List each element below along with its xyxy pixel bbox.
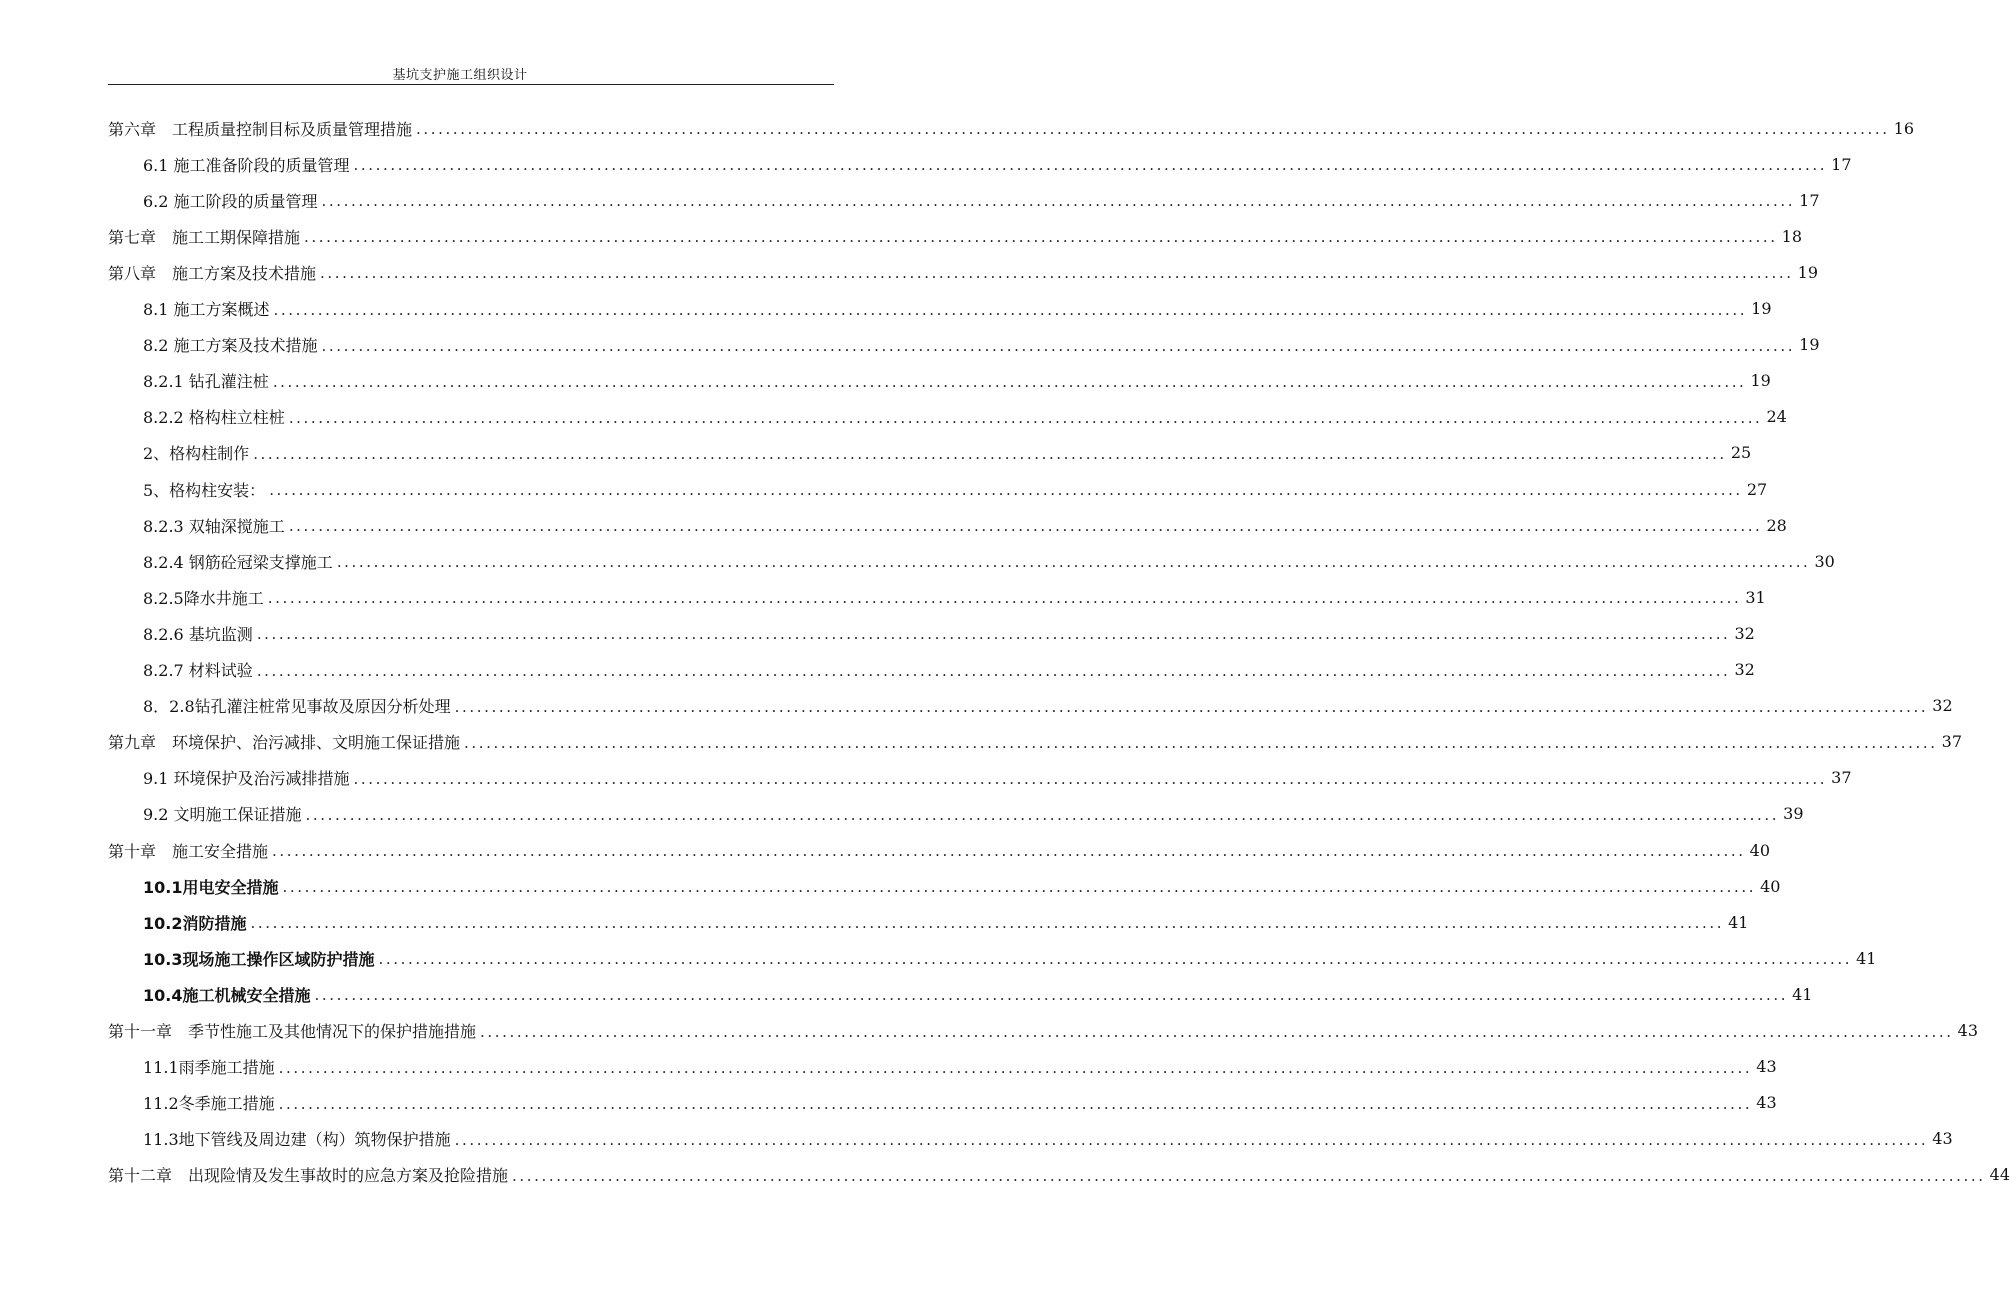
toc-entry-page-number: 24 [1766,407,1787,427]
toc-dot-leader: ........................................................................................................................................................................................................ [512,1166,1986,1185]
toc-entry-page-number: 44 [1989,1165,2010,1185]
toc-entry-page-number: 43 [1756,1093,1777,1113]
toc-entry-page-number: 32 [1932,696,1953,716]
toc-entry[interactable] [108,110,1914,146]
toc-entry[interactable] [143,291,1772,327]
toc-entry-page-number: 19 [1799,335,1820,355]
toc-entry-page-number: 41 [1728,912,1749,932]
toc-entry-label: 6.2 施工阶段的质量管理 [143,191,318,211]
toc-entry-page-number: 30 [1814,551,1835,571]
toc-entry[interactable] [108,218,1802,254]
toc-entry[interactable] [143,868,1781,904]
toc-entry-label: 8.2.2 格构柱立柱桩 [143,408,285,428]
toc-dot-leader: ........................................................................................................................................................................................................ [336,553,1811,572]
toc-entry[interactable] [143,1121,1953,1157]
toc-entry[interactable] [143,327,1820,363]
toc-entry-label: 8.2.6 基坑监测 [143,624,253,644]
toc-dot-leader: ........................................................................................................................................................................................................ [267,589,1742,608]
toc-entry-page-number: 19 [1797,262,1818,282]
toc-entry-label: 8.2.5降水井施工 [143,588,264,608]
toc-dot-leader: ........................................................................................................................................................................................................ [269,481,1743,499]
toc-dot-leader: ........................................................................................................................................................................................................ [454,697,1929,716]
toc-entry-page-number: 37 [1831,768,1852,788]
toc-entry-page-number: 40 [1760,876,1781,896]
toc-entry-label: 第十二章 出现险情及发生事故时的应急方案及抢险措施 [108,1166,509,1186]
toc-entry[interactable] [143,579,1766,615]
toc-entry-page-number: 43 [1957,1021,1978,1040]
toc-entry[interactable] [143,976,1813,1012]
toc-entry-label: 9.1 环境保护及治污减排措施 [143,769,350,789]
toc-entry-page-number: 41 [1856,948,1877,968]
running-header-title: 基坑支护施工组织设计 [392,68,528,83]
toc-entry[interactable] [108,1013,1978,1049]
toc-entry-page-number: 16 [1893,118,1914,138]
toc-entry-page-number: 31 [1745,587,1766,607]
toc-entry-label: 第六章 工程质量控制目标及质量管理措施 [108,119,413,139]
toc-entry-label: 9.2 文明施工保证措施 [143,805,302,825]
toc-entry-page-number: 17 [1831,154,1852,174]
toc-entry-label: 11.2冬季施工措施 [143,1094,275,1114]
toc-entry-page-number: 32 [1734,623,1755,643]
toc-entry-label: 10.2消防措施 [143,913,247,933]
toc-dot-leader: ........................................................................................................................................................................................................ [454,1130,1929,1149]
toc-entry-label: 第七章 施工工期保障措施 [108,227,301,247]
toc-entry[interactable] [143,363,1771,399]
toc-entry-page-number: 43 [1756,1057,1777,1077]
toc-entry-label: 5、格构柱安装： [143,480,266,500]
toc-dot-leader: ........................................................................................................................................................................................................ [464,733,1938,752]
toc-dot-leader: ........................................................................................................................................................................................................ [321,192,1796,211]
toc-entry-page-number: 25 [1730,443,1752,463]
toc-dot-leader: ........................................................................................................................................................................................................ [256,661,1731,680]
toc-entry-label: 第八章 施工方案及技术措施 [108,263,317,283]
toc-entry-page-number: 41 [1792,984,1813,1004]
toc-entry-label: 6.1 施工准备阶段的质量管理 [143,155,350,175]
toc-entry-label: 8.2.3 双轴深搅施工 [143,516,285,536]
toc-entry-label: 8.2.7 材料试验 [143,661,253,680]
toc-dot-leader: ........................................................................................................................................................................................................ [480,1022,1954,1041]
toc-entry-page-number: 40 [1749,840,1770,860]
toc-entry[interactable] [143,543,1835,579]
toc-dot-leader: ........................................................................................................................................................................................................ [250,914,1725,933]
toc-entry-label: 10.3现场施工操作区域防护措施 [143,949,375,969]
toc-dot-leader: ........................................................................................................................................................................................................ [320,264,1794,283]
toc-entry[interactable] [143,940,1877,976]
toc-entry-page-number: 17 [1799,190,1820,210]
toc-entry-page-number: 39 [1783,804,1804,824]
toc-entry[interactable] [143,904,1749,940]
toc-entry-label: 11.3地下管线及周边建（构）筑物保护措施 [143,1130,451,1150]
toc-entry[interactable] [143,182,1820,218]
toc-entry-label: 第九章 环境保护、治污减排、文明施工保证措施 [108,733,461,753]
toc-entry-page-number: 19 [1750,371,1771,391]
toc-entry-label: 8.2.1 钻孔灌注桩 [143,372,269,392]
toc-entry[interactable] [143,507,1787,543]
toc-entry[interactable] [143,615,1755,651]
toc-entry-label: 8.2 施工方案及技术措施 [143,336,318,356]
toc-entry[interactable] [108,724,1962,760]
toc-dot-leader: ........................................................................................................................................................................................................ [353,156,1828,175]
toc-entry-page-number: 43 [1932,1129,1953,1149]
toc-dot-leader: ........................................................................................................................................................................................................ [278,1094,1753,1113]
toc-entry-label: 8.2.4 钢筋砼冠梁支撑施工 [143,552,333,572]
toc-dot-leader: ........................................................................................................................................................................................................ [321,336,1796,355]
toc-entry-label: 8．2.8钻孔灌注桩常见事故及原因分析处理 [143,697,451,717]
toc-dot-leader: ........................................................................................................................................................................................................ [416,120,1890,138]
toc-dot-leader: ........................................................................................................................................................................................................ [378,950,1853,969]
toc-entry[interactable] [143,146,1852,182]
toc-dot-leader: ........................................................................................................................................................................................................ [304,228,1778,247]
toc-dot-leader: ........................................................................................................................................................................................................ [273,300,1748,319]
toc-dot-leader: ........................................................................................................................................................................................................ [282,878,1757,897]
toc-dot-leader: ........................................................................................................................................................................................................ [272,842,1746,860]
toc-entry-page-number: 18 [1781,226,1802,246]
toc-entry-label: 10.4施工机械安全措施 [143,985,311,1005]
toc-dot-leader: ........................................................................................................................................................................................................ [272,372,1747,391]
toc-dot-leader: ........................................................................................................................................................................................................ [288,517,1763,536]
toc-entry[interactable] [108,1157,2010,1193]
toc-dot-leader: ........................................................................................................................................................................................................ [253,444,1727,463]
toc-entry[interactable] [143,471,1768,507]
toc-entry-page-number: 27 [1746,479,1768,499]
toc-entry-page-number: 19 [1751,299,1772,318]
toc-dot-leader: ........................................................................................................................................................................................................ [353,769,1828,788]
toc-entry-label: 2、格构柱制作 [143,444,250,464]
toc-entry[interactable] [143,435,1752,471]
toc-dot-leader: ........................................................................................................................................................................................................ [288,408,1763,427]
toc-entry-page-number: 37 [1941,732,1962,752]
toc-entry[interactable] [108,832,1770,868]
toc-entry-label: 10.1用电安全措施 [143,877,279,897]
toc-entry[interactable] [143,399,1787,435]
toc-entry-label: 8.1 施工方案概述 [143,300,270,319]
toc-entry-page-number: 32 [1734,660,1755,679]
toc-entry-page-number: 28 [1766,515,1787,535]
toc-entry-label: 第十一章 季节性施工及其他情况下的保护措施措施 [108,1022,477,1041]
toc-entry[interactable] [143,652,1755,688]
toc-dot-leader: ........................................................................................................................................................................................................ [256,625,1731,644]
toc-entry[interactable] [143,1085,1777,1121]
toc-dot-leader: ........................................................................................................................................................................................................ [305,805,1780,824]
toc-entry[interactable] [143,760,1852,796]
toc-entry-label: 第十章 施工安全措施 [108,841,269,861]
toc-entry[interactable] [143,688,1953,724]
toc-entry-label: 11.1雨季施工措施 [143,1058,275,1078]
toc-entry[interactable] [143,796,1804,832]
toc-entry[interactable] [108,254,1818,290]
toc-entry[interactable] [143,1049,1777,1085]
header-rule [108,84,834,85]
toc-dot-leader: ........................................................................................................................................................................................................ [314,986,1789,1005]
toc-dot-leader: ........................................................................................................................................................................................................ [278,1058,1753,1077]
